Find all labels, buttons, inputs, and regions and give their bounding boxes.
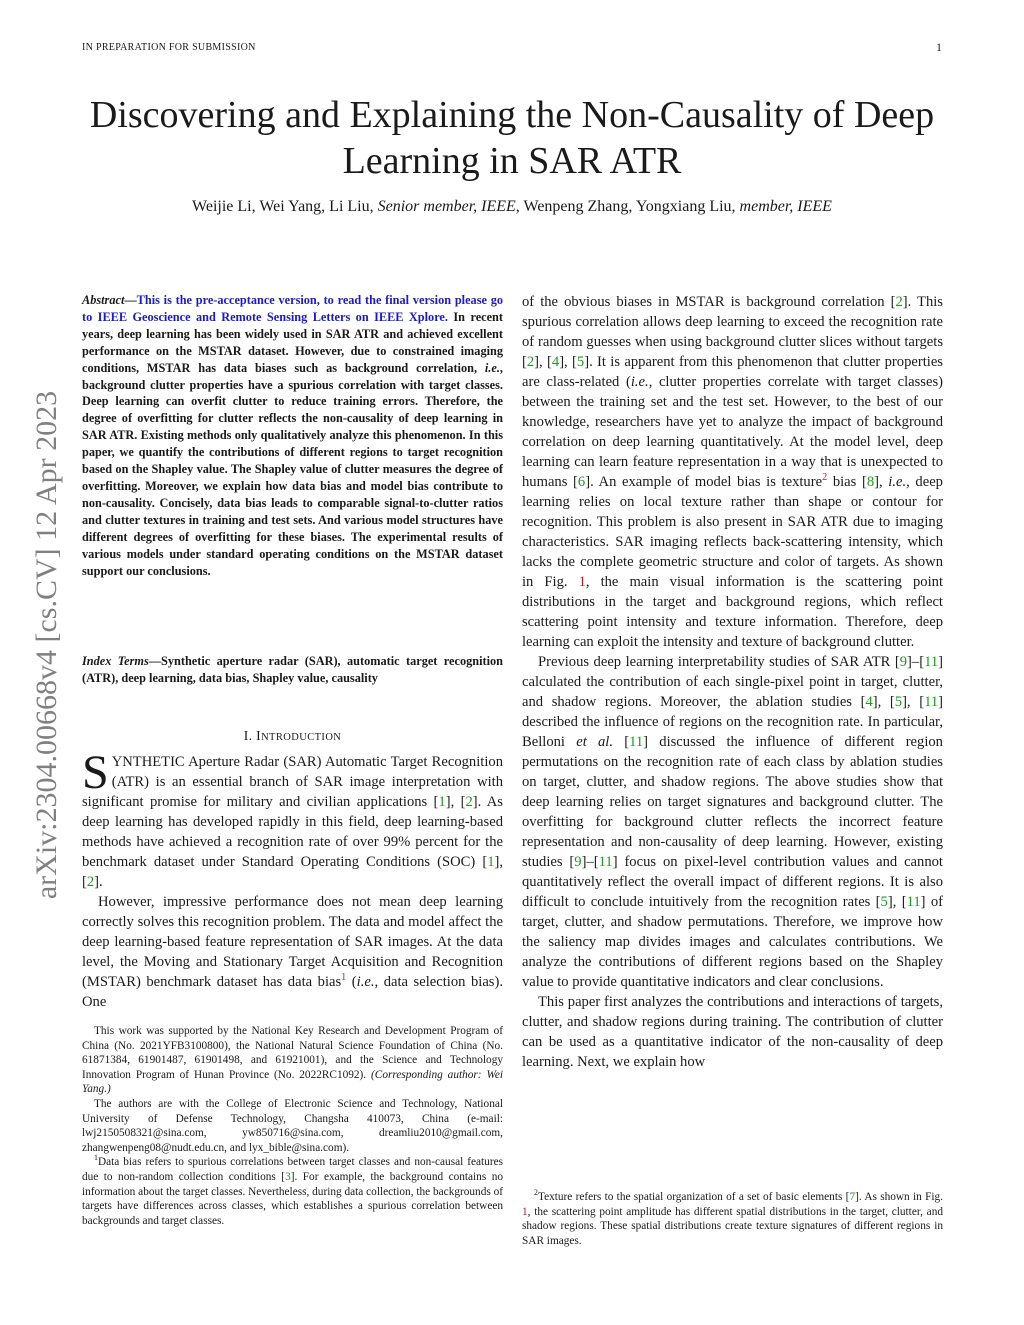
footnote-2 [522,1190,943,1248]
body-text: bias [ [827,474,867,490]
body-text: ], [ [559,354,577,370]
citation-link[interactable]: 2 [526,354,535,370]
body-text: ]. This spurious correlation allows deep learning to exceed the recognition rate of random guesses when using background clutter slices without targets [ [522,294,943,370]
index-terms-text: —Synthetic aperture radar (SAR), automatic target recognition (ATR), deep learning, data bias, Shapley value, causality [82,654,503,685]
body-text: ], [ [534,354,552,370]
authors-role-2: member, IEEE [739,198,832,215]
abstract [82,292,503,579]
right-column-text [522,292,943,1072]
body-text: [ [613,734,630,750]
footnote-1-text: ]. For example, the background contains no information about the target classes. Nevertheless, during data collection, the backgrounds of targets have differences across classes, which establishes a spurious correlation between backgrounds and target classes. [82,1170,504,1227]
xplore-link[interactable]: This is the pre-acceptance version, to read the final version please go to IEEE Geoscience and Remote Sensing Letters on IEEE Xplore. [82,293,503,324]
footnote-2-text: , the scattering point amplitude has different spatial distributions in the target, clutter, and shadow regions. These spatial distributions create texture signatures of different regions in SAR images. [522,1205,943,1247]
body-text: of the obvious biases in MSTAR is background correlation [ [522,294,896,310]
index-terms [82,653,503,687]
paper-title: Discovering and Explaining the Non-Causality of Deep Learning in SAR ATR [89,94,935,182]
abstract-ie: i.e. [484,360,500,375]
citation-link[interactable]: 9 [574,854,582,870]
body-text: ] described the influence of regions on the recognition rate. In particular, Belloni [522,694,943,750]
body-text: , clutter properties correlate with target classes) between the training set and the test set. However, to the best of our knowledge, researchers have yet to analyze the impact of background correlation on deep learning quantitatively. At the model level, deep learning can learn feature representation in a way that is unexpected to humans [ [522,374,943,490]
citation-link[interactable]: 9 [899,654,908,670]
figure-link[interactable]: 1 [578,574,586,590]
citation-link[interactable]: 11 [924,654,939,670]
left-footnotes [82,1024,503,1228]
authors-names-2: , Wenpeng Zhang, Yongxiang Liu, [515,198,740,215]
body-text: ]. An example of model bias is texture [585,474,823,490]
body-text: ] of target, clutter, and shadow permutations. Therefore, we improve how the saliency map divides images and calculates contributions. We analyze the contributions of different regions based on the Shapley value to provide quantitative indicators and clear conclusions. [522,894,943,990]
arxiv-identifier[interactable]: arXiv:2304.00668v4 [cs.CV] 12 Apr 2023 [30,390,63,900]
figure-link[interactable]: 1 [522,1205,528,1218]
citation-link[interactable]: 1 [438,794,446,810]
body-ie: i.e. [888,474,907,490]
section-heading [82,728,503,744]
section-rest: NTRODUCTION [261,732,342,743]
abstract-label: Abstract [82,293,125,307]
intro-text: ]. As deep learning has developed rapidly in this field, deep learning-based methods have achieved a recognition rate of over 99% percent for the benchmark dataset under Standard Operating Conditions (SOC) [ [82,794,503,870]
body-etal: et al. [576,734,613,750]
body-text: ] discussed the influence of different region permutations on the recognition rate of each class by ablation studies on target, clutter, and shadow regions. The above studies show that deep learning relies on target signatures and background clutter. The overfitting for background clutter reflects the incorrect feature representation and non-causality of deep learning. However, existing studies [ [522,734,943,870]
authors-names-1: Weijie Li, Wei Yang, Li Liu, [192,198,378,215]
citation-link[interactable]: 11 [629,734,644,750]
right-footnote [522,1190,943,1248]
footnote-2-text: Texture refers to the spatial organization of a set of basic elements [ [537,1191,850,1203]
drop-cap: S [82,746,109,799]
introduction-text [82,746,503,1012]
abstract-body-1: In recent years, deep learning has been widely used in SAR ATR and achieved excellent performance on the MSTAR dataset. However, due to constrained imaging conditions, MSTAR has data biases such as background correlation, [82,309,503,375]
footnote-2-mark: 2 [534,1188,538,1198]
footnote-2-text: ]. As shown in Fig. [855,1191,943,1203]
funding-text: This work was supported by the National Key Research and Development Program of China (No. 2021YFB3100800), the National Natural Science Foundation of China (No. 61871384, 61901487, 61901498, and 61921001), and the Science and Technology Innovation Program of Hunan Province (No. 2022RC1092). [82,1025,503,1081]
intro-paragraph-2 [82,892,503,1012]
intro-text: ], [ [445,794,466,810]
body-text: Previous deep learning interpretability studies of SAR ATR [ [538,654,900,670]
citation-link[interactable]: 2 [465,794,473,810]
author-list [82,198,942,216]
intro-ie: i.e. [356,974,375,990]
intro-text: ], [ [82,854,503,890]
body-text: ], [ [887,894,907,910]
body-text: ]–[ [907,654,925,670]
intro-paragraph-1 [82,746,503,892]
citation-link[interactable]: 4 [551,354,560,370]
body-text: ]–[ [581,854,599,870]
citation-link[interactable]: 8 [866,474,875,490]
body-text: ], [ [902,694,925,710]
citation-link[interactable]: 5 [576,354,585,370]
abstract-dash: — [124,293,137,307]
intro-caps: YNTHETIC [111,754,185,770]
right-paragraph-3: This paper first analyzes the contributions and interactions of targets, clutter, and shadow regions during training. The contribution of clutter can be used as a quantitative indicator of the non-causality of deep learning. Next, we explain how [522,994,943,1070]
section-first-letter: I [256,728,262,743]
right-paragraph-1 [522,292,943,652]
body-text: , the main visual information is the scattering point distributions in the target and background regions, which reflect scattering point intensity and texture information. Therefore, deep learning can exploit the intensity and texture of background clutter. [522,574,943,650]
body-text: ], [874,474,889,490]
citation-link[interactable]: 5 [880,894,888,910]
abstract-body-2: , background clutter properties have a spurious correlation with target classes. Deep learning can overfit clutter to reduce training errors. Therefore, the degree of overfitting for clutter reflects the non-causality of deep learning in SAR ATR. Existing methods only qualitatively analyze this phenomenon. In this paper, we quantify the contributions of different regions to target recognition based on the Shapley value. The Shapley value of clutter measures the degree of overfitting. Moreover, we explain how data bias and model bias contribute to non-causality. Concisely, data bias leads to comparable signal-to-clutter ratios and clutter textures in training and test sets. And various model structures have different degrees of overfitting for these biases. The experimental results of various models under standard operating conditions on the MSTAR dataset support our conclusions. [82,360,503,578]
citation-link[interactable]: 11 [924,694,939,710]
body-text: ], [ [872,694,895,710]
citation-link[interactable]: 11 [906,894,921,910]
citation-link[interactable]: 6 [577,474,586,490]
right-paragraph-2 [522,652,943,992]
funding-note [82,1024,503,1097]
intro-text: Aperture Radar (SAR) Automatic Target Recognition (ATR) is an essential branch of SAR image interpretation with significant promise for military and civilian applications [ [82,754,503,810]
affiliation-note: The authors are with the College of Electronic Science and Technology, National University of Defense Technology, Changsha 410073, China (e-mail: lwj2150508321@sina.com, yw850716@sina.com, dreamliu2010@gmail.com, zhangwenpeng08@nudt.edu.cn, and lyx_bible@sina.com). [82,1097,503,1154]
body-text: ]. It is apparent from this phenomenon that clutter properties are class-related ( [522,354,943,390]
authors-role-1: Senior member, IEEE [377,198,516,215]
intro-text: However, impressive performance does not mean deep learning correctly solves this recognition problem. The data and model affect the deep learning-based feature representation of SAR images. At the data level, the Moving and Stationary Target Acquisition and Recognition (MSTAR) benchmark dataset has data bias [82,894,503,990]
footnote-link[interactable]: 1 [341,972,347,984]
index-terms-label: Index Terms [82,654,149,668]
intro-text: ]. [94,874,103,890]
body-text: ] focus on pixel-level contribution values and cannot quantitatively reflect the overall impact of different regions. It is also difficult to conclude intuitively from the recognition rates [ [522,854,943,910]
footnote-1 [82,1155,503,1228]
citation-link[interactable]: 11 [598,854,613,870]
page-number: 1 [936,40,942,54]
citation-link[interactable]: 3 [285,1170,291,1183]
section-numeral: I. [243,728,257,743]
body-text: , deep learning relies on local texture rather than shape or contour for recognition. This problem is also present in SAR ATR due to imaging characteristics. SAR imaging reflects back-scattering intensity, which lacks the complete geometric structure and color of targets. As shown in Fig. [522,474,943,590]
footnote-1-text: Data bias refers to spurious correlations between target classes and non-causal features due to non-random collection conditions [ [82,1156,503,1183]
intro-text: ( [346,974,357,990]
intro-text: , data selection bias). One [82,974,503,1010]
footnote-1-mark: 1 [94,1153,98,1163]
citation-link[interactable]: 4 [865,694,873,710]
citation-link[interactable]: 1 [487,854,495,870]
citation-link[interactable]: 5 [894,694,903,710]
citation-link[interactable]: 7 [849,1191,856,1203]
body-text: ] calculated the contribution of each single-pixel point in target, clutter, and shadow regions. Moreover, the ablation studies [ [522,654,943,710]
citation-link[interactable]: 2 [86,874,95,890]
corresponding-author: (Corresponding author: Wei Yang.) [82,1068,503,1096]
body-ie: i.e. [630,374,649,390]
citation-link[interactable]: 2 [895,294,903,310]
footnote-link[interactable]: 2 [822,472,828,484]
running-header: IN PREPARATION FOR SUBMISSION [82,42,256,53]
